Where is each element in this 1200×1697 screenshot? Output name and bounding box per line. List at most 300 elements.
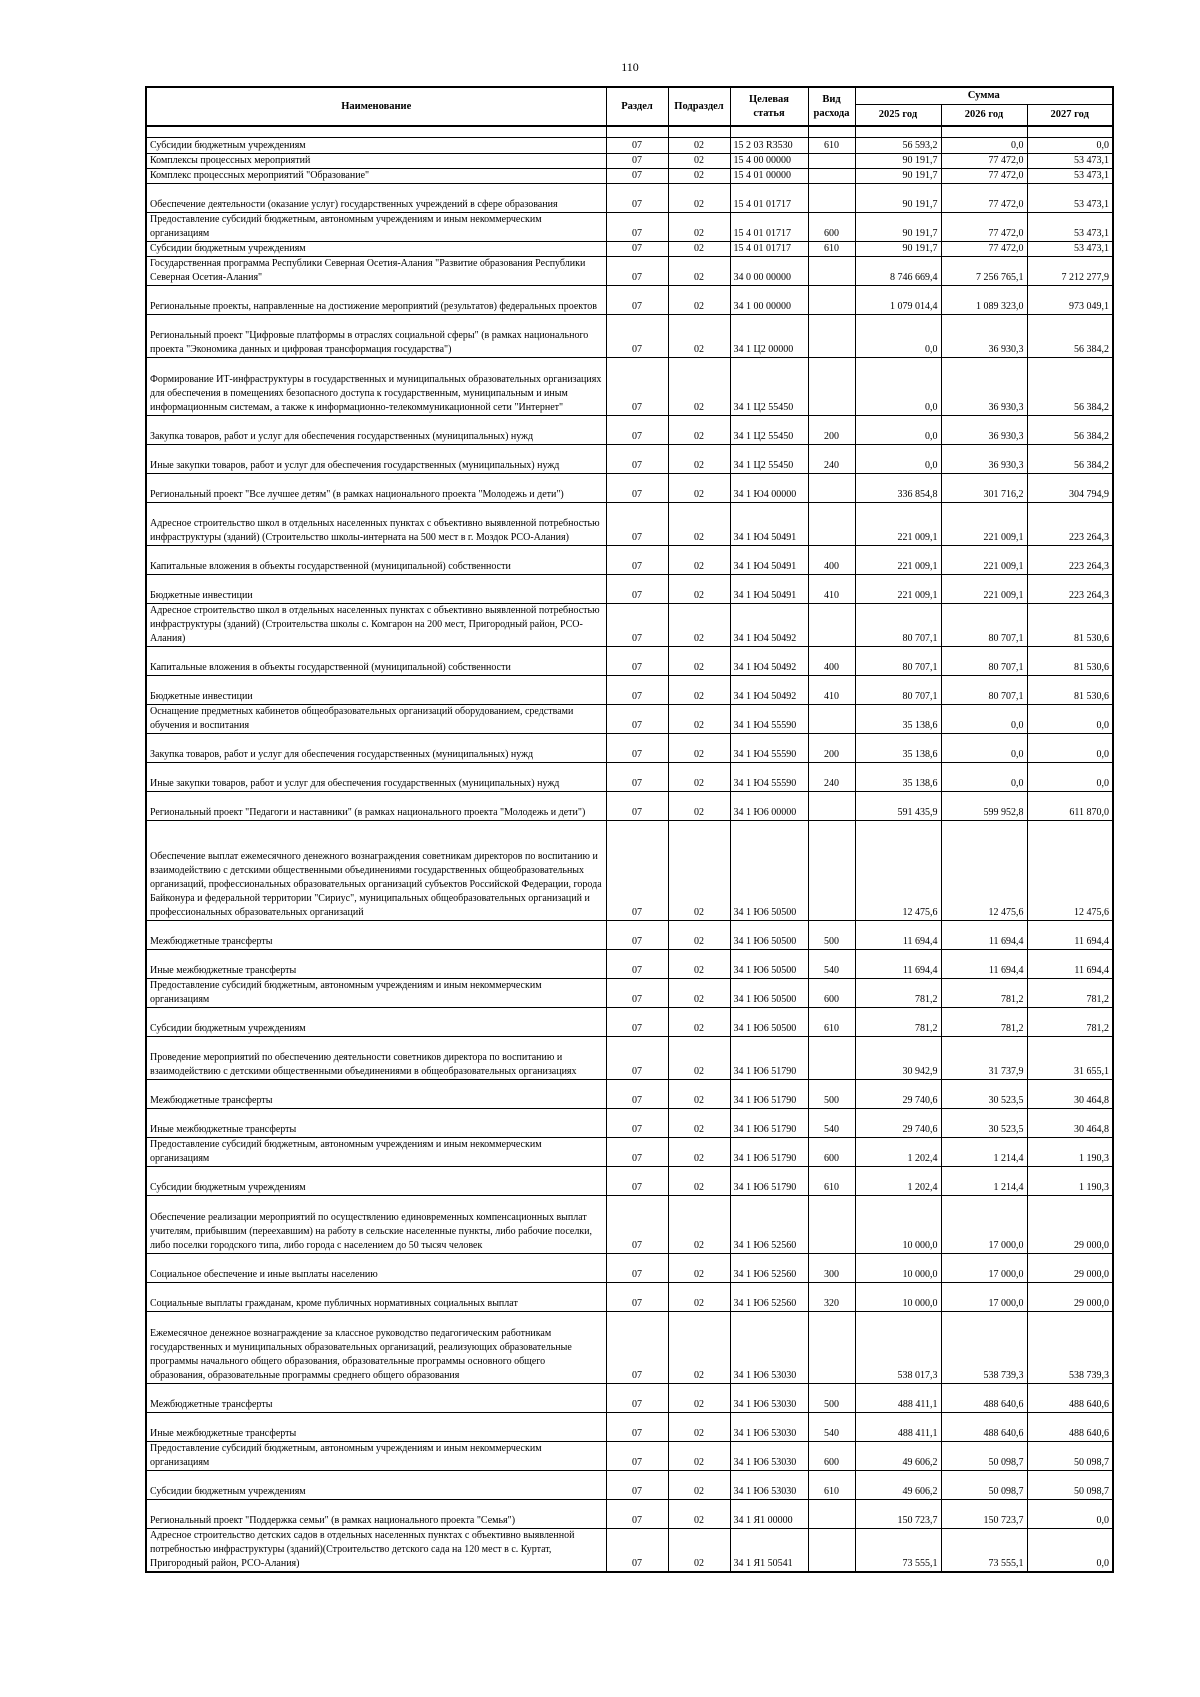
row-subsection: 02 bbox=[668, 1008, 730, 1037]
row-name: Ежемесячное денежное вознаграждение за классное руководство педагогическим работникам государственных и муниципальных образовательных организаций, реализующих образовательные программы начального общего образования, образовательные программы основного общего образования, образовательные программы среднего общего образования bbox=[146, 1312, 606, 1384]
row-name: Иные закупки товаров, работ и услуг для обеспечения государственных (муниципальных) нужд bbox=[146, 763, 606, 792]
row-name: Субсидии бюджетным учреждениям bbox=[146, 138, 606, 154]
row-expense-type: 500 bbox=[808, 921, 855, 950]
col-header-sum: Сумма bbox=[855, 87, 1113, 105]
row-sum-2025: 221 009,1 bbox=[855, 503, 941, 546]
row-sum-2026: 150 723,7 bbox=[941, 1500, 1027, 1529]
row-target-code: 34 1 Ю6 50500 bbox=[730, 921, 808, 950]
row-section: 07 bbox=[606, 213, 668, 242]
row-section: 07 bbox=[606, 1413, 668, 1442]
row-sum-2026: 0,0 bbox=[941, 763, 1027, 792]
row-sum-2025: 8 746 669,4 bbox=[855, 257, 941, 286]
row-subsection: 02 bbox=[668, 213, 730, 242]
row-target-code: 34 1 Ю6 53030 bbox=[730, 1413, 808, 1442]
row-subsection: 02 bbox=[668, 792, 730, 821]
table-row bbox=[146, 763, 1113, 792]
table-row bbox=[146, 676, 1113, 705]
row-subsection: 02 bbox=[668, 763, 730, 792]
row-name: Социальные выплаты гражданам, кроме публичных нормативных социальных выплат bbox=[146, 1283, 606, 1312]
row-sum-2025: 221 009,1 bbox=[855, 546, 941, 575]
row-sum-2025: 0,0 bbox=[855, 416, 941, 445]
row-expense-type bbox=[808, 1196, 855, 1254]
row-section: 07 bbox=[606, 1254, 668, 1283]
row-sum-2027: 50 098,7 bbox=[1027, 1442, 1113, 1471]
header-separator bbox=[146, 126, 1113, 138]
row-name: Капитальные вложения в объекты государственной (муниципальной) собственности bbox=[146, 647, 606, 676]
row-sum-2026: 781,2 bbox=[941, 1008, 1027, 1037]
row-sum-2026: 0,0 bbox=[941, 734, 1027, 763]
row-sum-2025: 29 740,6 bbox=[855, 1109, 941, 1138]
row-sum-2026: 488 640,6 bbox=[941, 1384, 1027, 1413]
row-expense-type bbox=[808, 1037, 855, 1080]
table-row bbox=[146, 546, 1113, 575]
row-target-code: 34 1 Ю4 50492 bbox=[730, 604, 808, 647]
row-expense-type bbox=[808, 184, 855, 213]
col-header-type: Вид расхода bbox=[808, 87, 855, 126]
row-subsection: 02 bbox=[668, 286, 730, 315]
row-name: Обеспечение выплат ежемесячного денежного вознаграждения советникам директоров по воспитанию и взаимодействию с детскими общественными объединениями государственных общеобразовательных организаций, профессиональных образовательных организаций субъектов Российской Федерации, города Байконура и федеральной территории "Сириус", муниципальных общеобразовательных организаций и профессиональных образовательных организаций bbox=[146, 821, 606, 921]
row-sum-2025: 150 723,7 bbox=[855, 1500, 941, 1529]
row-subsection: 02 bbox=[668, 358, 730, 416]
row-section: 07 bbox=[606, 154, 668, 169]
row-target-code: 34 1 Ю4 55590 bbox=[730, 763, 808, 792]
row-sum-2026: 11 694,4 bbox=[941, 921, 1027, 950]
table-row bbox=[146, 358, 1113, 416]
row-expense-type: 610 bbox=[808, 1471, 855, 1500]
table-row bbox=[146, 184, 1113, 213]
row-target-code: 34 1 Ц2 55450 bbox=[730, 416, 808, 445]
row-section: 07 bbox=[606, 503, 668, 546]
row-sum-2026: 30 523,5 bbox=[941, 1109, 1027, 1138]
row-target-code: 34 1 Ю4 50491 bbox=[730, 503, 808, 546]
row-subsection: 02 bbox=[668, 604, 730, 647]
row-sum-2025: 35 138,6 bbox=[855, 734, 941, 763]
row-expense-type: 410 bbox=[808, 676, 855, 705]
row-target-code: 34 1 Ю4 55590 bbox=[730, 705, 808, 734]
row-section: 07 bbox=[606, 474, 668, 503]
row-sum-2027: 0,0 bbox=[1027, 138, 1113, 154]
row-name: Бюджетные инвестиции bbox=[146, 575, 606, 604]
table-row bbox=[146, 138, 1113, 154]
table-row bbox=[146, 242, 1113, 257]
row-name: Государственная программа Республики Северная Осетия-Алания "Развитие образования Республики Северная Осетия-Алания" bbox=[146, 257, 606, 286]
row-sum-2027: 304 794,9 bbox=[1027, 474, 1113, 503]
row-subsection: 02 bbox=[668, 950, 730, 979]
page-number: 110 bbox=[621, 60, 639, 74]
row-name: Формирование ИТ-инфраструктуры в государственных и муниципальных образовательных организациях для обеспечения в помещениях безопасного доступа к государственным, муниципальным и иным информационным системам, а также к информационно-телекоммуникационной сети "Интернет" bbox=[146, 358, 606, 416]
table-row bbox=[146, 604, 1113, 647]
row-name: Межбюджетные трансферты bbox=[146, 1384, 606, 1413]
row-target-code: 34 1 Я1 50541 bbox=[730, 1529, 808, 1573]
row-sum-2026: 0,0 bbox=[941, 705, 1027, 734]
row-target-code: 34 1 Ю6 53030 bbox=[730, 1384, 808, 1413]
row-section: 07 bbox=[606, 315, 668, 358]
col-header-name: Наименование bbox=[146, 87, 606, 126]
row-sum-2025: 49 606,2 bbox=[855, 1442, 941, 1471]
row-sum-2025: 35 138,6 bbox=[855, 705, 941, 734]
row-sum-2026: 0,0 bbox=[941, 138, 1027, 154]
row-expense-type: 500 bbox=[808, 1384, 855, 1413]
row-target-code: 15 2 03 R3530 bbox=[730, 138, 808, 154]
row-sum-2027: 488 640,6 bbox=[1027, 1384, 1113, 1413]
row-section: 07 bbox=[606, 1471, 668, 1500]
row-subsection: 02 bbox=[668, 242, 730, 257]
row-sum-2025: 80 707,1 bbox=[855, 676, 941, 705]
col-header-subsection: Подраздел bbox=[668, 87, 730, 126]
row-sum-2025: 11 694,4 bbox=[855, 921, 941, 950]
table-row bbox=[146, 1384, 1113, 1413]
row-target-code: 34 1 Ю6 52560 bbox=[730, 1283, 808, 1312]
row-expense-type bbox=[808, 503, 855, 546]
table-row bbox=[146, 792, 1113, 821]
row-subsection: 02 bbox=[668, 705, 730, 734]
row-sum-2026: 221 009,1 bbox=[941, 546, 1027, 575]
row-sum-2027: 1 190,3 bbox=[1027, 1167, 1113, 1196]
row-sum-2027: 611 870,0 bbox=[1027, 792, 1113, 821]
table-row bbox=[146, 647, 1113, 676]
row-name: Комплекс процессных мероприятий "Образование" bbox=[146, 169, 606, 184]
row-sum-2027: 223 264,3 bbox=[1027, 575, 1113, 604]
table-row bbox=[146, 1500, 1113, 1529]
row-name: Адресное строительство школ в отдельных населенных пунктах с объективно выявленной потребностью инфраструктуры (зданий) (Строительство школы-интерната на 500 мест в г. Моздок РСО-Алания) bbox=[146, 503, 606, 546]
row-sum-2025: 336 854,8 bbox=[855, 474, 941, 503]
row-sum-2025: 488 411,1 bbox=[855, 1384, 941, 1413]
row-sum-2026: 80 707,1 bbox=[941, 676, 1027, 705]
table-row bbox=[146, 503, 1113, 546]
row-sum-2027: 11 694,4 bbox=[1027, 950, 1113, 979]
table-row bbox=[146, 1283, 1113, 1312]
row-target-code: 34 1 Ю4 55590 bbox=[730, 734, 808, 763]
table-row bbox=[146, 315, 1113, 358]
row-sum-2027: 0,0 bbox=[1027, 705, 1113, 734]
row-name: Межбюджетные трансферты bbox=[146, 1080, 606, 1109]
row-sum-2025: 0,0 bbox=[855, 445, 941, 474]
row-section: 07 bbox=[606, 1384, 668, 1413]
row-sum-2025: 10 000,0 bbox=[855, 1283, 941, 1312]
table-row bbox=[146, 1167, 1113, 1196]
row-name: Субсидии бюджетным учреждениям bbox=[146, 1008, 606, 1037]
row-name: Иные межбюджетные трансферты bbox=[146, 950, 606, 979]
row-sum-2026: 36 930,3 bbox=[941, 445, 1027, 474]
row-section: 07 bbox=[606, 1138, 668, 1167]
row-target-code: 34 1 Ю6 50500 bbox=[730, 950, 808, 979]
budget-table bbox=[145, 86, 1114, 1573]
row-sum-2026: 77 472,0 bbox=[941, 242, 1027, 257]
row-subsection: 02 bbox=[668, 445, 730, 474]
row-name: Бюджетные инвестиции bbox=[146, 676, 606, 705]
table-body bbox=[146, 138, 1113, 1573]
row-subsection: 02 bbox=[668, 647, 730, 676]
row-sum-2025: 30 942,9 bbox=[855, 1037, 941, 1080]
row-expense-type: 610 bbox=[808, 1008, 855, 1037]
row-section: 07 bbox=[606, 1109, 668, 1138]
row-expense-type: 600 bbox=[808, 1138, 855, 1167]
row-name: Региональный проект "Педагоги и наставники" (в рамках национального проекта "Молодежь и дети") bbox=[146, 792, 606, 821]
row-subsection: 02 bbox=[668, 1037, 730, 1080]
row-sum-2025: 80 707,1 bbox=[855, 604, 941, 647]
row-sum-2026: 77 472,0 bbox=[941, 184, 1027, 213]
row-section: 07 bbox=[606, 604, 668, 647]
row-section: 07 bbox=[606, 705, 668, 734]
row-section: 07 bbox=[606, 1442, 668, 1471]
row-sum-2026: 538 739,3 bbox=[941, 1312, 1027, 1384]
row-sum-2027: 781,2 bbox=[1027, 1008, 1113, 1037]
table-row bbox=[146, 1196, 1113, 1254]
row-target-code: 34 1 Ю6 53030 bbox=[730, 1312, 808, 1384]
row-subsection: 02 bbox=[668, 575, 730, 604]
row-expense-type: 600 bbox=[808, 213, 855, 242]
row-section: 07 bbox=[606, 1037, 668, 1080]
row-expense-type: 200 bbox=[808, 734, 855, 763]
row-subsection: 02 bbox=[668, 546, 730, 575]
table-row bbox=[146, 1312, 1113, 1384]
row-target-code: 34 1 Ц2 00000 bbox=[730, 315, 808, 358]
row-target-code: 34 1 Ю6 53030 bbox=[730, 1471, 808, 1500]
row-sum-2027: 223 264,3 bbox=[1027, 503, 1113, 546]
row-sum-2026: 50 098,7 bbox=[941, 1442, 1027, 1471]
row-sum-2026: 221 009,1 bbox=[941, 503, 1027, 546]
row-sum-2025: 80 707,1 bbox=[855, 647, 941, 676]
row-sum-2025: 73 555,1 bbox=[855, 1529, 941, 1573]
row-sum-2025: 11 694,4 bbox=[855, 950, 941, 979]
row-sum-2025: 781,2 bbox=[855, 1008, 941, 1037]
row-section: 07 bbox=[606, 546, 668, 575]
row-sum-2027: 0,0 bbox=[1027, 1529, 1113, 1573]
table-row bbox=[146, 474, 1113, 503]
row-sum-2026: 36 930,3 bbox=[941, 416, 1027, 445]
row-sum-2025: 90 191,7 bbox=[855, 184, 941, 213]
row-name: Предоставление субсидий бюджетным, автономным учреждениям и иным некоммерческим организациям bbox=[146, 1138, 606, 1167]
table-row bbox=[146, 1442, 1113, 1471]
row-sum-2025: 591 435,9 bbox=[855, 792, 941, 821]
row-sum-2027: 50 098,7 bbox=[1027, 1471, 1113, 1500]
row-name: Субсидии бюджетным учреждениям bbox=[146, 242, 606, 257]
row-subsection: 02 bbox=[668, 1167, 730, 1196]
table-row bbox=[146, 1471, 1113, 1500]
row-sum-2027: 29 000,0 bbox=[1027, 1196, 1113, 1254]
table-row bbox=[146, 416, 1113, 445]
row-subsection: 02 bbox=[668, 1413, 730, 1442]
row-section: 07 bbox=[606, 676, 668, 705]
table-row bbox=[146, 950, 1113, 979]
row-expense-type bbox=[808, 792, 855, 821]
table-row bbox=[146, 821, 1113, 921]
table-row bbox=[146, 213, 1113, 242]
row-sum-2027: 53 473,1 bbox=[1027, 213, 1113, 242]
row-subsection: 02 bbox=[668, 676, 730, 705]
row-section: 07 bbox=[606, 792, 668, 821]
table-row bbox=[146, 257, 1113, 286]
row-sum-2026: 1 214,4 bbox=[941, 1138, 1027, 1167]
row-name: Субсидии бюджетным учреждениям bbox=[146, 1167, 606, 1196]
row-subsection: 02 bbox=[668, 416, 730, 445]
row-sum-2027: 53 473,1 bbox=[1027, 154, 1113, 169]
row-subsection: 02 bbox=[668, 138, 730, 154]
row-sum-2027: 56 384,2 bbox=[1027, 315, 1113, 358]
row-target-code: 15 4 00 00000 bbox=[730, 154, 808, 169]
row-subsection: 02 bbox=[668, 1283, 730, 1312]
row-sum-2025: 12 475,6 bbox=[855, 821, 941, 921]
row-sum-2027: 30 464,8 bbox=[1027, 1109, 1113, 1138]
row-name: Иные межбюджетные трансферты bbox=[146, 1413, 606, 1442]
row-name: Закупка товаров, работ и услуг для обеспечения государственных (муниципальных) нужд bbox=[146, 734, 606, 763]
row-sum-2025: 90 191,7 bbox=[855, 154, 941, 169]
row-section: 07 bbox=[606, 1167, 668, 1196]
row-target-code: 34 1 Ц2 55450 bbox=[730, 358, 808, 416]
row-subsection: 02 bbox=[668, 503, 730, 546]
table-row bbox=[146, 169, 1113, 184]
row-subsection: 02 bbox=[668, 154, 730, 169]
row-sum-2027: 81 530,6 bbox=[1027, 647, 1113, 676]
row-name: Региональный проект "Поддержка семьи" (в рамках национального проекта "Семья") bbox=[146, 1500, 606, 1529]
row-sum-2025: 10 000,0 bbox=[855, 1254, 941, 1283]
row-sum-2027: 81 530,6 bbox=[1027, 604, 1113, 647]
row-section: 07 bbox=[606, 257, 668, 286]
row-sum-2026: 1 089 323,0 bbox=[941, 286, 1027, 315]
row-name: Предоставление субсидий бюджетным, автономным учреждениям и иным некоммерческим организациям bbox=[146, 979, 606, 1008]
row-sum-2025: 1 202,4 bbox=[855, 1138, 941, 1167]
row-target-code: 34 1 Ю4 00000 bbox=[730, 474, 808, 503]
row-section: 07 bbox=[606, 416, 668, 445]
row-sum-2027: 29 000,0 bbox=[1027, 1283, 1113, 1312]
row-subsection: 02 bbox=[668, 257, 730, 286]
row-expense-type: 200 bbox=[808, 416, 855, 445]
row-sum-2025: 0,0 bbox=[855, 315, 941, 358]
row-subsection: 02 bbox=[668, 1529, 730, 1573]
row-sum-2025: 90 191,7 bbox=[855, 242, 941, 257]
row-section: 07 bbox=[606, 1283, 668, 1312]
row-expense-type bbox=[808, 705, 855, 734]
row-expense-type: 610 bbox=[808, 138, 855, 154]
row-section: 07 bbox=[606, 1196, 668, 1254]
row-sum-2026: 1 214,4 bbox=[941, 1167, 1027, 1196]
row-sum-2027: 29 000,0 bbox=[1027, 1254, 1113, 1283]
row-sum-2026: 17 000,0 bbox=[941, 1254, 1027, 1283]
row-sum-2027: 81 530,6 bbox=[1027, 676, 1113, 705]
row-target-code: 34 1 Ю4 50492 bbox=[730, 676, 808, 705]
row-subsection: 02 bbox=[668, 1442, 730, 1471]
row-sum-2026: 36 930,3 bbox=[941, 358, 1027, 416]
row-sum-2027: 12 475,6 bbox=[1027, 821, 1113, 921]
row-sum-2027: 53 473,1 bbox=[1027, 169, 1113, 184]
table-row bbox=[146, 1080, 1113, 1109]
row-section: 07 bbox=[606, 1312, 668, 1384]
row-target-code: 34 1 Ю6 50500 bbox=[730, 1008, 808, 1037]
col-header-year-2026: 2026 год bbox=[941, 105, 1027, 127]
row-section: 07 bbox=[606, 445, 668, 474]
row-sum-2027: 0,0 bbox=[1027, 1500, 1113, 1529]
row-expense-type: 540 bbox=[808, 950, 855, 979]
row-target-code: 34 1 Ю6 51790 bbox=[730, 1080, 808, 1109]
row-subsection: 02 bbox=[668, 821, 730, 921]
row-target-code: 34 1 Ю6 53030 bbox=[730, 1442, 808, 1471]
row-expense-type: 610 bbox=[808, 242, 855, 257]
row-expense-type: 300 bbox=[808, 1254, 855, 1283]
row-sum-2026: 36 930,3 bbox=[941, 315, 1027, 358]
row-target-code: 34 1 Ю6 00000 bbox=[730, 792, 808, 821]
row-section: 07 bbox=[606, 169, 668, 184]
table-header bbox=[146, 87, 1113, 138]
row-sum-2025: 0,0 bbox=[855, 358, 941, 416]
row-sum-2027: 56 384,2 bbox=[1027, 445, 1113, 474]
row-expense-type: 240 bbox=[808, 445, 855, 474]
row-sum-2026: 80 707,1 bbox=[941, 604, 1027, 647]
row-expense-type: 400 bbox=[808, 647, 855, 676]
row-expense-type bbox=[808, 315, 855, 358]
row-name: Предоставление субсидий бюджетным, автономным учреждениям и иным некоммерческим организациям bbox=[146, 213, 606, 242]
row-target-code: 34 1 Ю6 50500 bbox=[730, 821, 808, 921]
row-section: 07 bbox=[606, 286, 668, 315]
row-sum-2025: 1 079 014,4 bbox=[855, 286, 941, 315]
row-sum-2027: 53 473,1 bbox=[1027, 184, 1113, 213]
row-sum-2026: 80 707,1 bbox=[941, 647, 1027, 676]
row-expense-type bbox=[808, 821, 855, 921]
row-name: Обеспечение деятельности (оказание услуг) государственных учреждений в сфере образования bbox=[146, 184, 606, 213]
row-subsection: 02 bbox=[668, 734, 730, 763]
row-sum-2025: 29 740,6 bbox=[855, 1080, 941, 1109]
row-sum-2026: 30 523,5 bbox=[941, 1080, 1027, 1109]
row-expense-type bbox=[808, 1312, 855, 1384]
row-sum-2025: 49 606,2 bbox=[855, 1471, 941, 1500]
row-sum-2026: 599 952,8 bbox=[941, 792, 1027, 821]
row-sum-2027: 53 473,1 bbox=[1027, 242, 1113, 257]
row-sum-2027: 973 049,1 bbox=[1027, 286, 1113, 315]
row-section: 07 bbox=[606, 184, 668, 213]
row-sum-2026: 221 009,1 bbox=[941, 575, 1027, 604]
row-expense-type: 500 bbox=[808, 1080, 855, 1109]
row-sum-2027: 11 694,4 bbox=[1027, 921, 1113, 950]
row-target-code: 15 4 01 00000 bbox=[730, 169, 808, 184]
row-sum-2026: 488 640,6 bbox=[941, 1413, 1027, 1442]
col-header-target: Целевая статья bbox=[730, 87, 808, 126]
row-name: Предоставление субсидий бюджетным, автономным учреждениям и иным некоммерческим организациям bbox=[146, 1442, 606, 1471]
row-subsection: 02 bbox=[668, 1080, 730, 1109]
row-sum-2026: 17 000,0 bbox=[941, 1283, 1027, 1312]
row-expense-type: 400 bbox=[808, 546, 855, 575]
table-row bbox=[146, 1037, 1113, 1080]
row-sum-2025: 538 017,3 bbox=[855, 1312, 941, 1384]
row-section: 07 bbox=[606, 242, 668, 257]
table-row bbox=[146, 1529, 1113, 1573]
row-name: Оснащение предметных кабинетов общеобразовательных организаций оборудованием, средствами обучения и воспитания bbox=[146, 705, 606, 734]
table-row bbox=[146, 979, 1113, 1008]
row-sum-2025: 90 191,7 bbox=[855, 169, 941, 184]
row-target-code: 34 1 Ю6 52560 bbox=[730, 1254, 808, 1283]
row-section: 07 bbox=[606, 734, 668, 763]
row-section: 07 bbox=[606, 1008, 668, 1037]
row-sum-2026: 50 098,7 bbox=[941, 1471, 1027, 1500]
row-expense-type bbox=[808, 604, 855, 647]
row-sum-2025: 10 000,0 bbox=[855, 1196, 941, 1254]
col-header-section: Раздел bbox=[606, 87, 668, 126]
row-section: 07 bbox=[606, 821, 668, 921]
row-sum-2025: 488 411,1 bbox=[855, 1413, 941, 1442]
row-name: Адресное строительство школ в отдельных населенных пунктах с объективно выявленной потребностью инфраструктуры (зданий) (Строительства школы с. Комгарон на 200 мест, Пригородный район, РСО-Алания) bbox=[146, 604, 606, 647]
row-name: Проведение мероприятий по обеспечению деятельности советников директора по воспитанию и взаимодействию с детскими общественными объединениями в общеобразовательных организациях bbox=[146, 1037, 606, 1080]
row-sum-2026: 31 737,9 bbox=[941, 1037, 1027, 1080]
col-header-year-2027: 2027 год bbox=[1027, 105, 1113, 127]
row-target-code: 34 1 Ю4 50491 bbox=[730, 575, 808, 604]
row-expense-type bbox=[808, 1500, 855, 1529]
row-sum-2026: 77 472,0 bbox=[941, 213, 1027, 242]
row-subsection: 02 bbox=[668, 979, 730, 1008]
row-name: Иные закупки товаров, работ и услуг для обеспечения государственных (муниципальных) нужд bbox=[146, 445, 606, 474]
row-target-code: 34 1 Я1 00000 bbox=[730, 1500, 808, 1529]
row-expense-type: 540 bbox=[808, 1109, 855, 1138]
row-name: Региональные проекты, направленные на достижение мероприятий (результатов) федеральных проектов bbox=[146, 286, 606, 315]
row-sum-2026: 17 000,0 bbox=[941, 1196, 1027, 1254]
row-target-code: 34 0 00 00000 bbox=[730, 257, 808, 286]
